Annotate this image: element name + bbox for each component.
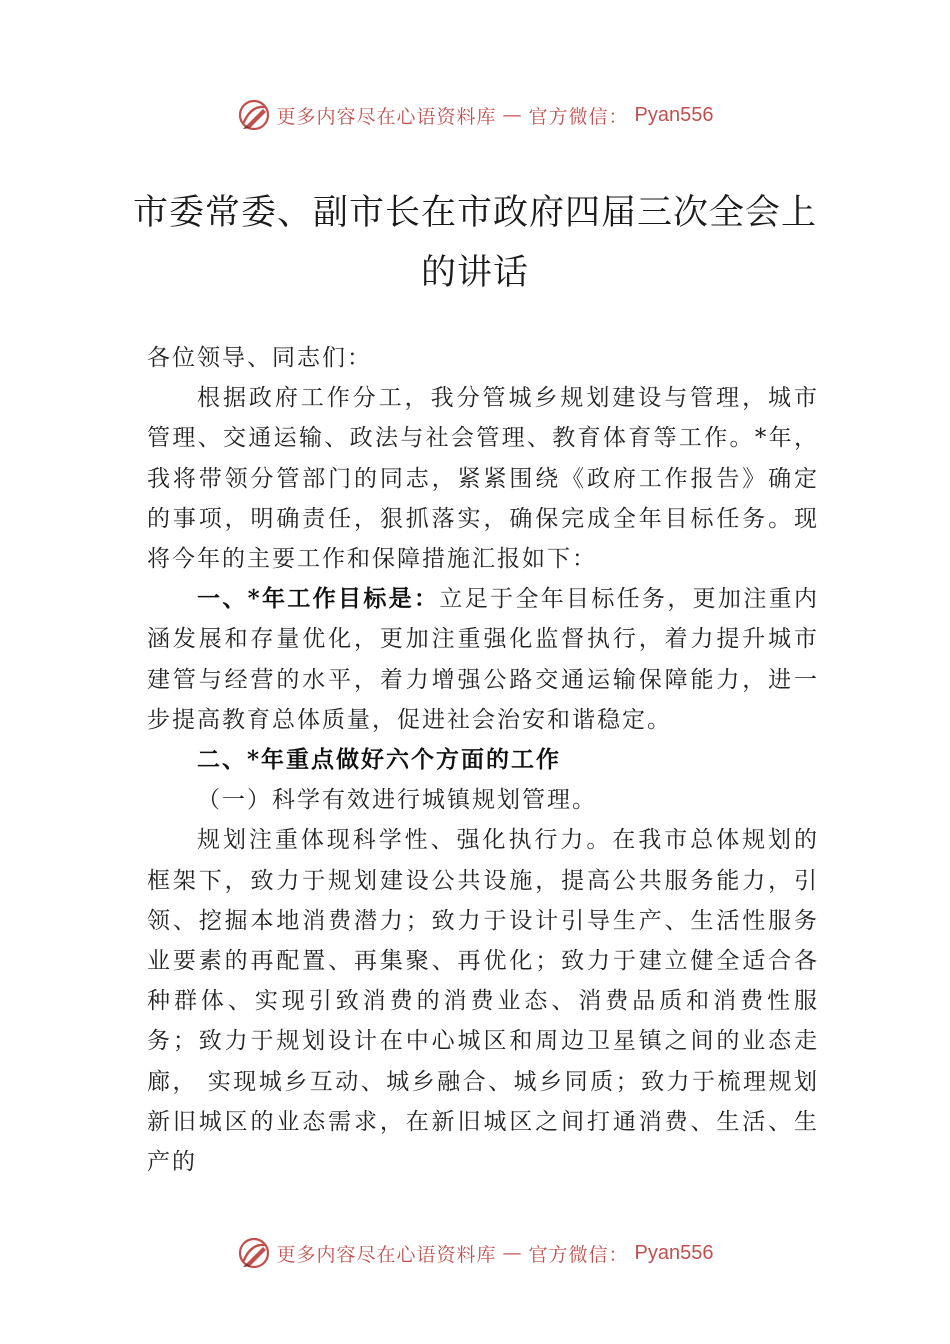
document-body — [147, 338, 819, 1182]
banner-wechat-id: Pyan556 — [634, 1241, 714, 1264]
banner-wechat-label: 官方微信： — [528, 1243, 629, 1266]
salutation: 各位领导、同志们： — [147, 345, 372, 371]
section-2-heading: 二、*年重点做好六个方面的工作 — [197, 746, 562, 774]
document-title: 市委常委、副市长在市政府四届三次全会上的讲话 — [132, 193, 817, 293]
banner-dash: — — [502, 104, 523, 126]
pen-circle-logo-icon — [237, 98, 271, 132]
section-1-heading: 一、*年工作目标是： — [197, 585, 440, 613]
paragraph-2: 规划注重体现科学性、强化执行力。在我市总体规划的框架下，致力于规划建设公共设施，提高公共服务能力，引领、挖掘本地消费潜力；致力于设计引导生产、生活性服务业要素的再配置、再集聚、再优化；致力于建立健全适合各种群体、实现引致消费的消费业态、消费品质和消费性服务；致力于规划设计在中心城区和周边卫星镇之间的业态走廊， 实现城乡互动、城乡融合、城乡同质；致力于梳理规划新旧城区的业态需求，在新旧城区之间打通消费、生活、生产的 — [147, 827, 819, 1176]
banner-inner — [237, 1236, 714, 1270]
paragraph-1: 根据政府工作分工，我分管城乡规划建设与管理，城市管理、交通运输、政法与社会管理、教育体育等工作。*年，我将带领分管部门的同志，紧紧围绕《政府工作报告》确定的事项，明确责任，狠抓落实，确保完成全年目标任务。现将今年的主要工作和保障措施汇报如下： — [147, 385, 819, 573]
banner-inner — [237, 98, 714, 132]
subsection-1-heading: （一）科学有效进行城镇规划管理。 — [197, 787, 597, 814]
banner-text: 更多内容尽在心语资料库 — [276, 105, 497, 128]
banner-text: 更多内容尽在心语资料库 — [276, 1243, 497, 1266]
pen-circle-logo-icon — [237, 1236, 271, 1270]
banner-wechat-label: 官方微信： — [528, 105, 629, 128]
banner-wechat-id: Pyan556 — [634, 103, 714, 126]
header-banner — [0, 95, 950, 135]
section-1-paragraph — [147, 579, 819, 740]
footer-banner — [0, 1233, 950, 1273]
section-1-body: 立足于全年目标任务，更加注重内涵发展和存量优化，更加注重强化监督执行，着力提升城市建管与经营的水平，着力增强公路交通运输保障能力，进一步提高教育总体质量，促进社会治安和谐稳定。 — [147, 586, 820, 733]
banner-dash: — — [502, 1242, 523, 1264]
